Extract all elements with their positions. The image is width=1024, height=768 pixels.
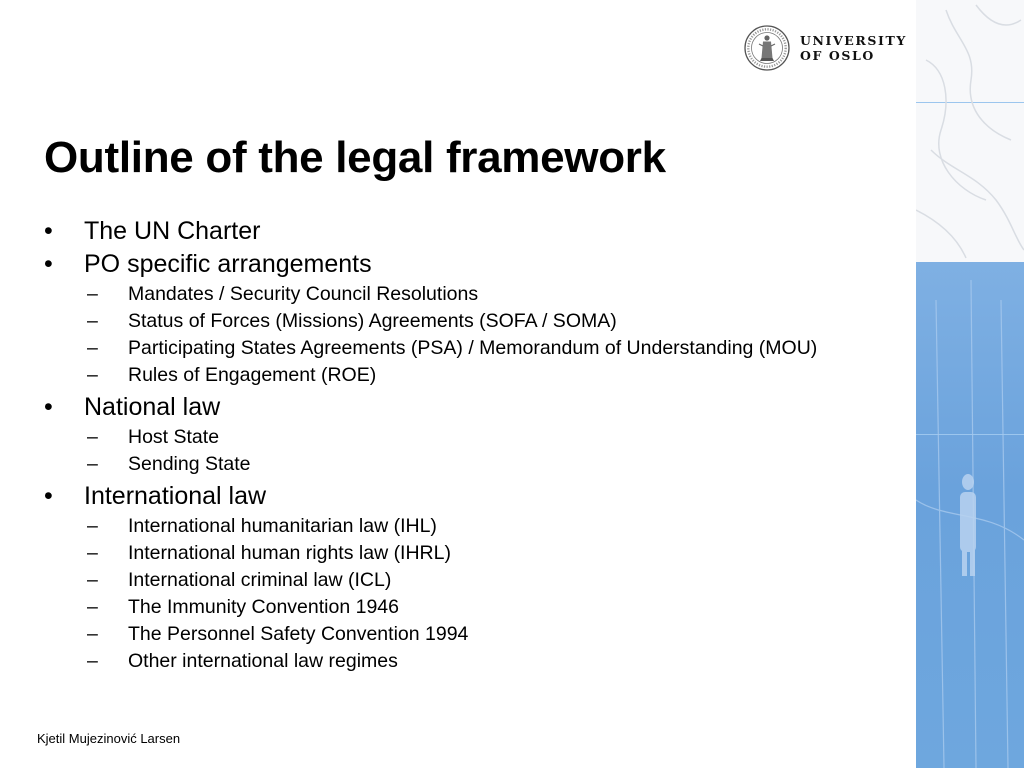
sub-bullet-list bbox=[84, 424, 874, 478]
sub-bullet-item: – Other international law regimes bbox=[87, 648, 874, 675]
bullet-text: The UN Charter bbox=[84, 217, 261, 245]
logo-line-1: UNIVERSITY bbox=[800, 33, 907, 48]
sub-bullet-item: – International human rights law (IHRL) bbox=[87, 540, 874, 567]
university-logo bbox=[744, 25, 907, 75]
bullet-item bbox=[44, 248, 874, 389]
sub-bullet-item: – International criminal law (ICL) bbox=[87, 567, 874, 594]
bullet-item bbox=[44, 391, 874, 478]
sub-bullet-item: – The Personnel Safety Convention 1994 bbox=[87, 621, 874, 648]
sub-bullet-list bbox=[84, 513, 874, 675]
statue-relief-graphic bbox=[916, 0, 1024, 768]
sub-bullet-item: – International humanitarian law (IHL) bbox=[87, 513, 874, 540]
sub-bullet-item: – Host State bbox=[87, 424, 874, 451]
bullet-item bbox=[44, 480, 874, 675]
bullet-text: National law bbox=[84, 393, 221, 421]
logo-line-2: OF OSLO bbox=[800, 48, 875, 63]
sub-bullet-item: – Mandates / Security Council Resolutions bbox=[87, 281, 874, 308]
sub-bullet-list bbox=[84, 281, 874, 389]
decorative-strip bbox=[916, 0, 1024, 768]
sub-bullet-item: – The Immunity Convention 1946 bbox=[87, 594, 874, 621]
presenter-name: Kjetil Mujezinović Larsen bbox=[37, 731, 181, 746]
bullet-list bbox=[44, 215, 874, 677]
sub-bullet-item: – Rules of Engagement (ROE) bbox=[87, 362, 874, 389]
university-name bbox=[800, 33, 907, 63]
sub-bullet-item: – Sending State bbox=[87, 451, 874, 478]
bullet-text: International law bbox=[84, 482, 267, 510]
bullet-item bbox=[44, 215, 874, 248]
bullet-text: PO specific arrangements bbox=[84, 250, 372, 278]
sub-bullet-item: – Status of Forces (Missions) Agreements (SOFA / SOMA) bbox=[87, 308, 874, 335]
slide-title: Outline of the legal framework bbox=[44, 133, 666, 182]
university-seal-icon bbox=[744, 25, 790, 71]
sub-bullet-item: – Participating States Agreements (PSA) / Memorandum of Understanding (MOU) bbox=[87, 335, 874, 362]
